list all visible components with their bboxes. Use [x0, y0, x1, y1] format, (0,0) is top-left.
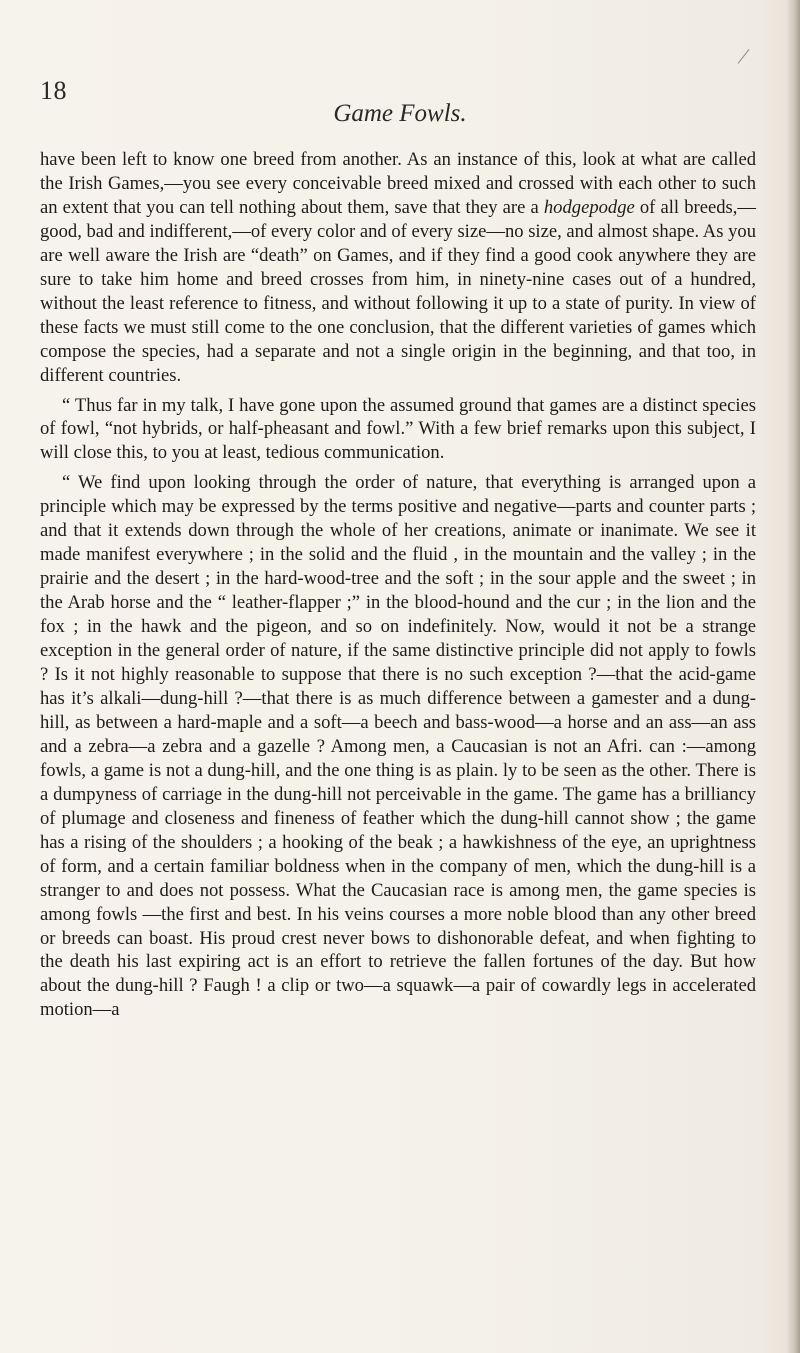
page-number: 18 — [40, 76, 67, 105]
paragraph-1-text-a: have been left to know one breed from another. As an instance of this, look at what are called the Irish Games,—you see every conceivable breed mixed and crossed with each other to such an extent that you can tell nothing about them, save that they are a — [40, 149, 756, 218]
paragraph-2: “ Thus far in my talk, I have gone upon the assumed ground that games are a distinct species of fowl, “not hybrids, or half-pheasant and fowl.” With a few brief remarks upon this subject, I will close this, to you at least, tedious communication. — [40, 394, 756, 464]
paragraph-1-text-b: of all breeds,—good, bad and indifferent,—of every color and of every size—no size, and almost shape. As you are well aware the Irish are “death” on Games, and if they find a good cook anywhere they are sure to take him home and breed crosses from him, in ninety-nine cases out of a hundred, without the least reference to fitness, and without following it up to a state of purity. In view of these facts we must still come to the one conclusion, that the different varieties of games which compose the species, had a separate and not a single origin in the beginning, and that too, in different countries. — [40, 196, 756, 386]
body-text — [40, 148, 756, 1028]
pencil-mark — [738, 49, 750, 64]
running-head: Game Fowls. — [333, 100, 467, 127]
paragraph-3: “ We find upon looking through the order of nature, that everything is arranged upon a principle which may be expressed by the terms positive and negative—parts and counter parts ; and that it extends down through the whole of her creations, animate or inanimate. We see it made manifest everywhere ; in the solid and the fluid , in the mountain and the valley ; in the prairie and the desert ; in the hard-wood-tree and the soft ; in the sour apple and the sweet ; in the Arab horse and the “ leather-flapper ;” in the blood-hound and the cur ; in the lion and the fox ; in the hawk and the pigeon, and so on indefinitely. Now, would it not be a strange exception in the general order of nature, if the same distinctive principle did not apply to fowls ? Is it not highly reasonable to suppose that there is no such exception ?—that the acid-game has it’s alkali—dung-hill ?—that there is as much difference between a gamester and a dung-hill, as between a hard-maple and a soft—a beech and bass-wood—a horse and an ass—an ass and a zebra—a zebra and a gazelle ? Among men, a Caucasian is not an Afri. can :—among fowls, a game is not a dung-hill, and the one thing is as plain. ly to be seen as the other. There is a dumpyness of carriage in the dung-hill not perceivable in the game. The game has a brilliancy of plumage and closeness and fineness of feather which the dung-hill cannot show ; the game has a rising of the shoulders ; a hooking of the beak ; a hawkishness of the eye, an uprightness of form, and a certain familiar boldness when in the company of men, which the dung-hill is a stranger to and does not possess. What the Caucasian race is among men, the game species is among fowls —the first and best. In his veins courses a more noble blood than any other breed or breeds can boast. His proud crest never bows to dishonorable defeat, and when fighting to the death his last expiring act is an effort to retrieve the fallen fortunes of the day. But how about the dung-hill ? Faugh ! a clip or two—a squawk—a pair of cowardly legs in accelerated motion—a — [40, 472, 756, 1021]
paragraph-1 — [40, 148, 756, 388]
page-edge-shadow — [786, 0, 800, 1353]
paragraph-1-emphasis: hodgepodge — [543, 196, 635, 218]
